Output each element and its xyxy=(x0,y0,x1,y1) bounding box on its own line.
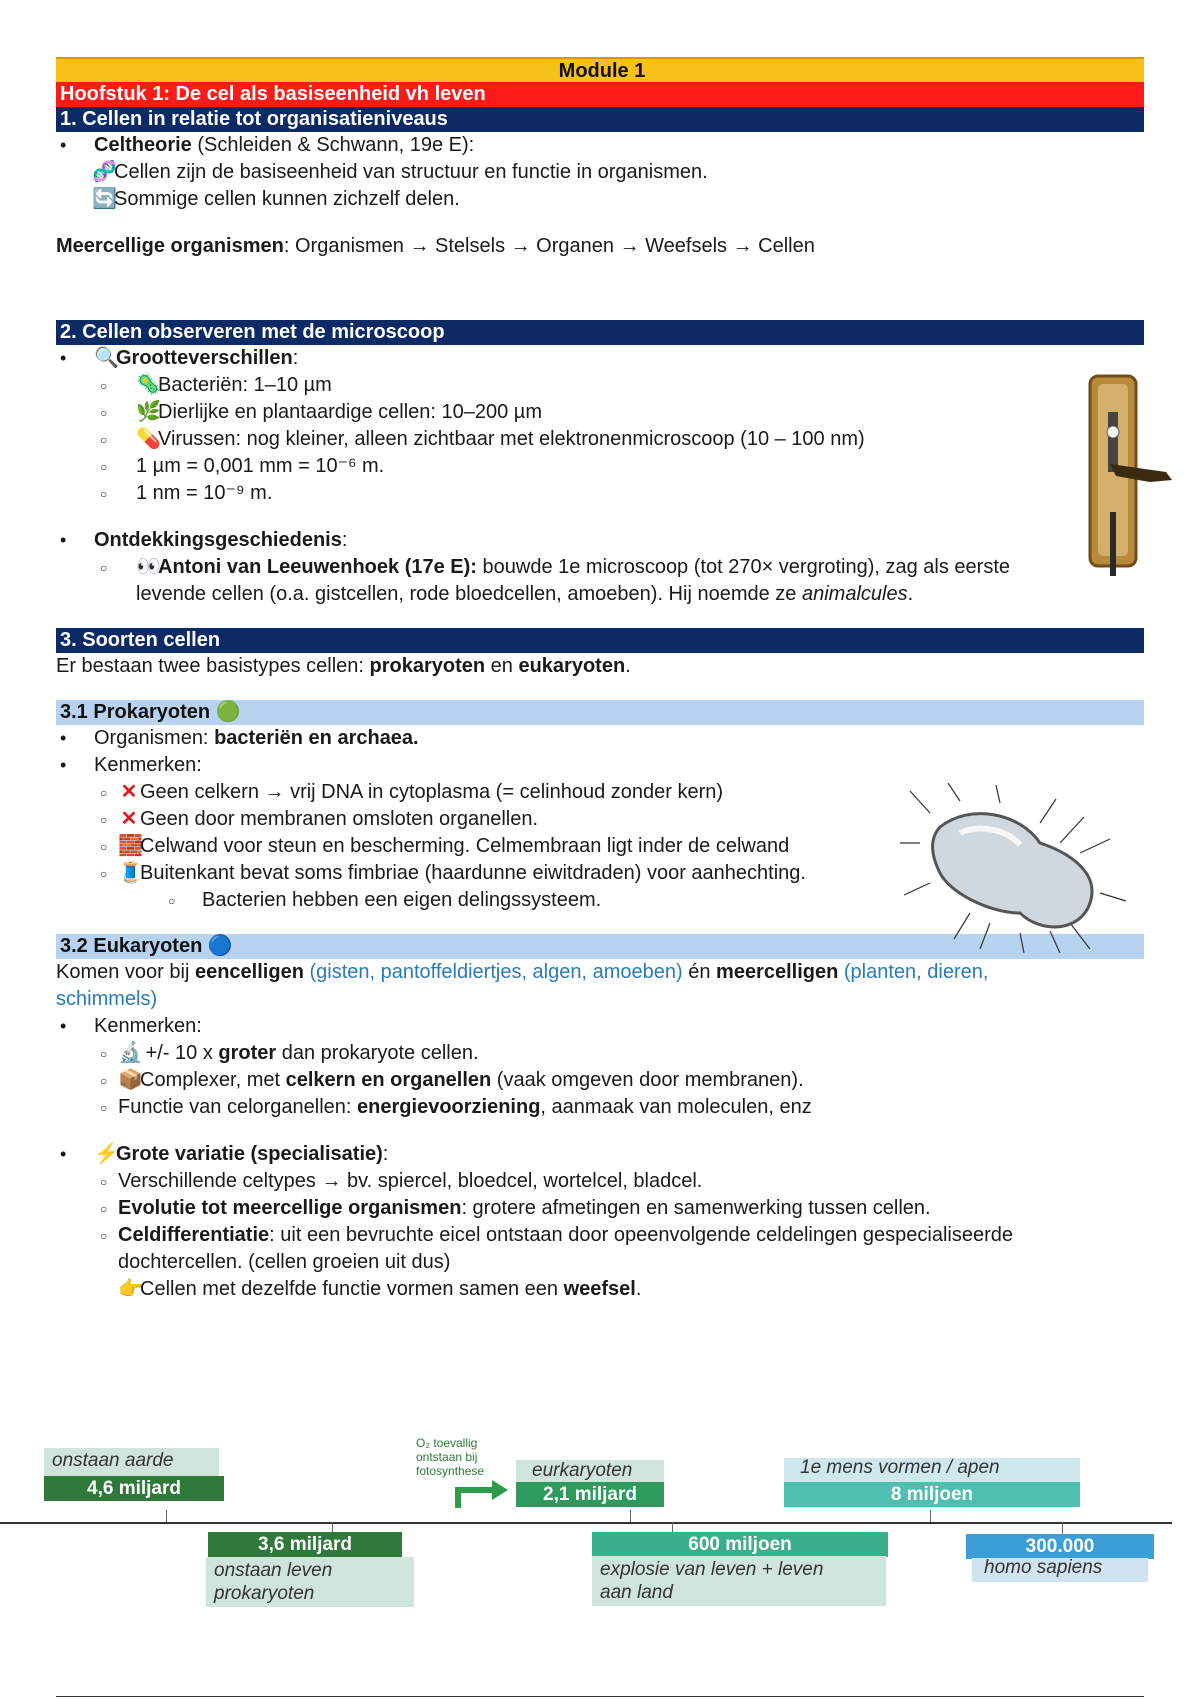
prokaryotes-header: 3.1 Prokaryoten 🟢 xyxy=(56,700,1144,725)
celtheorie-line-1: 🧬Cellen zijn de basiseenheid van structuur en functie in organismen. xyxy=(56,159,1144,186)
euk-item-1: ○ 🔬 +/- 10 x groter dan prokaryote cellen. xyxy=(56,1040,1144,1067)
pro-organisms: • Organismen: bacteriën en archaea. xyxy=(56,725,1144,752)
section-3-header: 3. Soorten cellen xyxy=(56,628,1144,653)
cross-icon: ✕ xyxy=(120,808,138,830)
pro-item-4: ○ 🧵Buitenkant bevat soms fimbriae (haardunne eiwitdraden) voor aanhechting. xyxy=(56,860,1144,887)
oxygen-note: O₂ toevallig ontstaan bij fotosynthese xyxy=(416,1436,485,1478)
event-life-label: onstaan leven prokaryoten xyxy=(206,1557,414,1607)
event-explosion-label: explosie van leven + leven aan land xyxy=(592,1556,886,1606)
euk-item-3: ○ Functie van celorganellen: energievoorziening, aanmaak van moleculen, enz xyxy=(56,1094,1144,1121)
event-sapiens-label: homo sapiens xyxy=(972,1558,1148,1582)
event-eukaryotes-value: 2,1 miljard xyxy=(516,1482,664,1507)
var-item-4: 👉Cellen met dezelfde functie vormen samen een weefsel. xyxy=(56,1276,1144,1303)
size-sub-4: ○ 1 µm = 0,001 mm = 10⁻⁶ m. xyxy=(56,453,1144,480)
euk-intro-cont: schimmels) xyxy=(56,988,158,1010)
microscope-illustration xyxy=(1080,372,1180,584)
multicellular-line: Meercellige organismen: Organismen → Stelsels → Organen → Weefsels → Cellen xyxy=(56,235,815,257)
event-life-value: 3,6 miljard xyxy=(208,1532,402,1557)
pill-icon: 💊 xyxy=(136,428,161,450)
module-header: Module 1 xyxy=(56,57,1144,82)
microscope-icon: 🔬 xyxy=(118,1042,143,1064)
package-icon: 📦 xyxy=(118,1069,143,1091)
event-explosion-value: 600 miljoen xyxy=(592,1532,888,1557)
size-sub-2: ○ 🌿Dierlijke en plantaardige cellen: 10–200 µm xyxy=(56,399,1144,426)
evolution-timeline xyxy=(0,1420,1200,1620)
dna-icon: 🧬 xyxy=(92,161,117,183)
var-item-2: ○ Evolutie tot meercellige organismen: grotere afmetingen en samenwerking tussen cellen. xyxy=(56,1195,1144,1222)
event-earth-value: 4,6 miljard xyxy=(44,1476,224,1501)
timeline-axis xyxy=(0,1522,1172,1524)
euk-kenmerken: • Kenmerken: xyxy=(56,1013,1144,1040)
history-sub: ○ 👀Antoni van Leeuwenhoek (17e E): bouwde 1e microscoop (tot 270× vergroting), zag als eerste xyxy=(56,554,1144,581)
lightning-icon: ⚡ xyxy=(94,1143,119,1165)
magnifier-icon: 🔍 xyxy=(94,347,119,369)
event-eukaryotes-label: eurkaryoten xyxy=(516,1460,664,1484)
history-sub-cont: levende cellen (o.a. gistcellen, rode bloedcellen, amoeben). Hij noemde ze animalcules. xyxy=(136,583,914,605)
chapter-header: Hoofstuk 1: De cel als basiseenheid vh leven xyxy=(56,82,1144,107)
bacteria-icon: 🦠 xyxy=(136,374,161,396)
pro-kenmerken: • Kenmerken: xyxy=(56,752,1144,779)
pro-sub: ○ Bacterien hebben een eigen delingssysteem. xyxy=(56,887,1144,914)
cycle-icon: 🔄 xyxy=(92,188,117,210)
var-item-1: ○ Verschillende celtypes → bv. spiercel, bloedcel, wortelcel, bladcel. xyxy=(56,1168,1144,1195)
section-2-header: 2. Cellen observeren met de microscoop xyxy=(56,320,1144,345)
size-sub-1: ○ 🦠Bacteriën: 1–10 µm xyxy=(56,372,1144,399)
event-humans-label: 1e mens vormen / apen xyxy=(784,1458,1080,1482)
eyes-icon: 👀 xyxy=(136,556,161,578)
euk-intro: Komen voor bij eencelligen (gisten, pantoffeldiertjes, algen, amoeben) én meercelligen (planten, dieren, xyxy=(56,961,989,983)
event-earth-label: onstaan aarde xyxy=(44,1448,219,1476)
size-sub-3: ○ 💊Virussen: nog kleiner, alleen zichtbaar met elektronenmicroscoop (10 – 100 nm) xyxy=(56,426,1144,453)
celtheorie-item: • Celtheorie (Schleiden & Schwann, 19e E): xyxy=(56,132,1144,159)
cross-icon: ✕ xyxy=(120,781,138,803)
types-intro: Er bestaan twee basistypes cellen: prokaryoten en eukaryoten. xyxy=(56,655,631,677)
pointing-hand-icon: 👉 xyxy=(118,1278,143,1300)
plant-icon: 🌿 xyxy=(136,401,161,423)
green-circle-icon: 🟢 xyxy=(215,701,241,723)
variation-item: • ⚡Grote variatie (specialisatie): xyxy=(56,1141,1144,1168)
var-item-3: ○ Celdifferentiatie: uit een bevruchte eicel ontstaan door opeenvolgende celdelingen gespecialiseerde xyxy=(56,1222,1144,1249)
pro-item-3: ○ 🧱Celwand voor steun en bescherming. Celmembraan ligt inder de celwand xyxy=(56,833,1144,860)
var-item-3-cont: dochtercellen. (cellen groeien uit dus) xyxy=(118,1251,451,1273)
event-humans-value: 8 miljoen xyxy=(784,1482,1080,1507)
thread-icon: 🧵 xyxy=(118,862,143,884)
celtheorie-line-2: 🔄Sommige cellen kunnen zichzelf delen. xyxy=(56,186,1144,213)
footer-rule xyxy=(56,1696,1144,1697)
euk-item-2: ○ 📦Complexer, met celkern en organellen (vaak omgeven door membranen). xyxy=(56,1067,1144,1094)
eukaryotes-header: 3.2 Eukaryoten 🔵 xyxy=(56,934,1144,959)
document-page xyxy=(56,57,1144,1303)
pro-item-2: ○ ✕ Geen door membranen omsloten organellen. xyxy=(56,806,1144,833)
event-sapiens-value: 300.000 xyxy=(966,1534,1154,1559)
size-item: • 🔍Grootteverschillen: xyxy=(56,345,1144,372)
arrow-icon xyxy=(454,1476,514,1510)
section-1-header: 1. Cellen in relatie tot organisatieniveaus xyxy=(56,107,1144,132)
history-item: • Ontdekkingsgeschiedenis: xyxy=(56,527,1144,554)
size-sub-5: ○ 1 nm = 10⁻⁹ m. xyxy=(56,480,1144,507)
blue-circle-icon: 🔵 xyxy=(207,935,233,957)
pro-item-1: ○ ✕ Geen celkern → vrij DNA in cytoplasma (= celinhoud zonder kern) xyxy=(56,779,1144,806)
brick-icon: 🧱 xyxy=(118,835,143,857)
bacteria-illustration xyxy=(900,783,1128,953)
